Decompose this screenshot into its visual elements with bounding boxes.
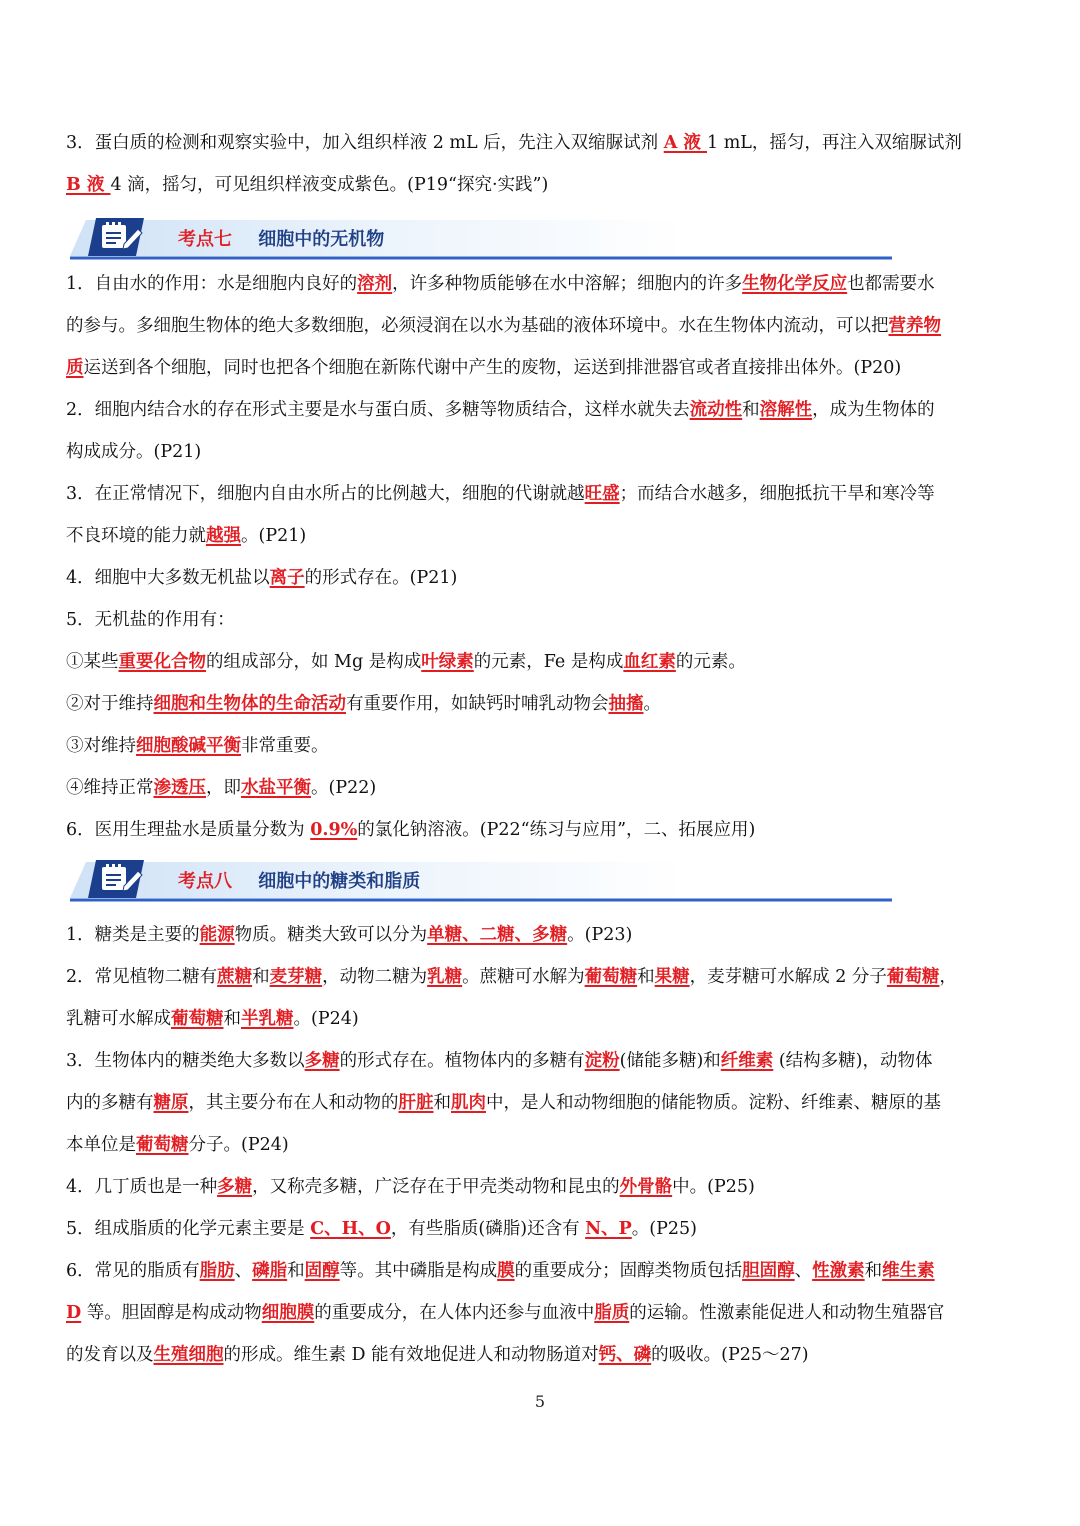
section-8-body [66, 914, 1016, 1376]
text-line [66, 998, 1016, 1040]
text-run: ，麦芽糖可水解成 2 分子 [689, 967, 887, 987]
text-run: 构成成分。(P21) [66, 442, 202, 462]
highlighted-term: 生物化学反应 [742, 274, 848, 294]
text-run: 和 [742, 400, 760, 420]
text-run: 物质。糖类大致可以分为 [234, 925, 428, 945]
highlighted-term: 细胞和生物体的生命活动 [153, 694, 346, 714]
section-code: 考点八 [178, 871, 232, 892]
highlighted-term: 葡萄糖 [886, 967, 940, 987]
text-line [66, 725, 1016, 767]
text-run: ， [939, 967, 957, 987]
text-line [66, 767, 1016, 809]
text-run: 的形成。维生素 D 能有效地促进人和动物肠道对 [223, 1345, 599, 1365]
text-run: ④维持正常 [66, 778, 154, 798]
text-line [66, 1166, 1016, 1208]
highlighted-term: 蔗糖 [217, 967, 253, 987]
highlighted-term: 脂肪 [199, 1261, 235, 1281]
text-run: 的元素。 [675, 652, 746, 672]
text-run: 5．组成脂质的化学元素主要是 [66, 1219, 311, 1239]
text-run: 等。胆固醇是构成动物 [81, 1303, 262, 1323]
text-run: 1 mL，摇匀，再注入双缩脲试剂 [707, 133, 962, 153]
text-run: ①某些 [66, 652, 119, 672]
text-run: ；而结合水越多，细胞抵抗干旱和寒冷等 [619, 484, 935, 504]
text-line [66, 164, 1016, 206]
text-line [66, 1250, 1016, 1292]
text-run: 有重要作用，如缺钙时哺乳动物会 [346, 694, 609, 714]
text-run: 运送到各个细胞，同时也把各个细胞在新陈代谢中产生的废物，运送到排泄器官或者直接排出体外。(P20) [83, 358, 902, 378]
text-run: 2．细胞内结合水的存在形式主要是水与蛋白质、多糖等物质结合，这样水就失去 [66, 400, 690, 420]
text-run: 的形式存在。植物体内的多糖有 [339, 1051, 585, 1071]
highlighted-term: 胆固醇 [742, 1261, 795, 1281]
section-name: 细胞中的糖类和脂质 [258, 871, 421, 892]
highlighted-term: 维生素 [882, 1261, 935, 1281]
section-name: 细胞中的无机物 [258, 229, 385, 250]
text-line [66, 557, 1016, 599]
text-run: 和 [223, 1009, 241, 1029]
text-run: 3．在正常情况下，细胞内自由水所占的比例越大，细胞的代谢就越 [66, 484, 585, 504]
highlighted-term: 葡萄糖 [136, 1135, 189, 1155]
highlighted-term: 能源 [199, 925, 235, 945]
highlighted-term: 葡萄糖 [171, 1009, 224, 1029]
highlighted-term: 溶解性 [759, 400, 813, 420]
highlighted-term: 渗透压 [153, 778, 206, 798]
highlighted-term: 固醇 [304, 1261, 340, 1281]
highlighted-term: 多糖 [304, 1051, 340, 1071]
highlighted-term: 半乳糖 [241, 1009, 294, 1029]
text-line [66, 473, 1016, 515]
highlighted-term: 质 [66, 358, 84, 378]
text-line [66, 515, 1016, 557]
text-run: 和 [433, 1093, 451, 1113]
highlighted-term: 乳糖 [427, 967, 463, 987]
highlighted-term: 糖原 [153, 1093, 189, 1113]
text-run: 。(P24) [293, 1009, 359, 1029]
text-run: 的吸收。(P25～27) [651, 1345, 809, 1365]
text-run: ，成为生物体的 [812, 400, 935, 420]
text-run: 不良环境的能力就 [66, 526, 206, 546]
text-line [66, 1334, 1016, 1376]
text-run: 的元素，Fe 是构成 [473, 652, 624, 672]
highlighted-term: 淀粉 [584, 1051, 620, 1071]
text-run: 。(P23) [567, 925, 633, 945]
highlighted-term: 膜 [497, 1261, 515, 1281]
text-run: 的发育以及 [66, 1345, 154, 1365]
text-line [66, 431, 1016, 473]
text-run: 乳糖可水解成 [66, 1009, 171, 1029]
text-run: 。(P22) [311, 778, 377, 798]
text-run: 4．几丁质也是一种 [66, 1177, 218, 1197]
text-run: 。(P21) [241, 526, 307, 546]
highlighted-term: 多糖 [217, 1177, 253, 1197]
highlighted-term: 水盐平衡 [241, 778, 311, 798]
text-run: 内的多糖有 [66, 1093, 154, 1113]
text-line [66, 122, 1016, 164]
text-line [66, 1040, 1016, 1082]
text-run: 1．糖类是主要的 [66, 925, 200, 945]
text-run: 4．细胞中大多数无机盐以 [66, 568, 270, 588]
section-7-body [66, 263, 1016, 851]
text-run: 4 滴，摇匀，可见组织样液变成紫色。(P19“探究·实践”) [110, 175, 549, 195]
text-run: 也都需要水 [847, 274, 935, 294]
highlighted-term: 磷脂 [252, 1261, 288, 1281]
text-run: 非常重要。 [241, 736, 329, 756]
text-run: ，有些脂质(磷脂)还含有 [390, 1219, 586, 1239]
text-run: 1．自由水的作用：水是细胞内良好的 [66, 274, 358, 294]
section-code: 考点七 [178, 229, 232, 250]
text-run: ，又称壳多糖，广泛存在于甲壳类动物和昆虫的 [252, 1177, 620, 1197]
highlighted-term: A 液 [663, 133, 707, 153]
text-line [66, 347, 1016, 389]
text-line [66, 914, 1016, 956]
text-line [66, 641, 1016, 683]
highlighted-term: 营养物 [888, 316, 941, 336]
text-run: 中，是人和动物细胞的储能物质。淀粉、纤维素、糖原的基 [486, 1093, 941, 1113]
text-run: ，许多种物质能够在水中溶解；细胞内的许多 [392, 274, 743, 294]
highlighted-term: 单糖、二糖、多糖 [427, 925, 568, 945]
text-run: 的运输。性激素能促进人和动物生殖器官 [629, 1303, 945, 1323]
highlighted-term: 0.9% [310, 820, 358, 840]
text-run: 、 [234, 1261, 253, 1281]
text-run: 6．常见的脂质有 [66, 1261, 200, 1281]
text-line [66, 683, 1016, 725]
text-run: 的重要成分，在人体内还参与血液中 [314, 1303, 595, 1323]
text-line [66, 263, 1016, 305]
highlighted-term: 旺盛 [584, 484, 620, 504]
text-run: 的氯化钠溶液。(P22“练习与应用”，二、拓展应用) [357, 820, 756, 840]
text-line [66, 389, 1016, 431]
highlighted-term: D [66, 1303, 82, 1323]
highlighted-term: 抽搐 [608, 694, 644, 714]
text-run: 和 [252, 967, 270, 987]
highlighted-term: 钙、磷 [598, 1345, 652, 1365]
text-run: 本单位是 [66, 1135, 136, 1155]
text-run: 和 [864, 1261, 883, 1281]
section-title-8 [178, 867, 420, 893]
highlighted-term: 离子 [269, 568, 305, 588]
highlighted-term: 重要化合物 [118, 652, 206, 672]
text-run: 的参与。多细胞生物体的绝大多数细胞，必须浸润在以水为基础的液体环境中。水在生物体内流动，可以把 [66, 316, 889, 336]
text-run: 2．常见植物二糖有 [66, 967, 218, 987]
text-run: ，动物二糖为 [322, 967, 428, 987]
highlighted-term: 越强 [206, 526, 241, 546]
highlighted-term: 血红素 [623, 652, 676, 672]
text-line [66, 1082, 1016, 1124]
text-run: 的形式存在。(P21) [304, 568, 458, 588]
text-run: ②对于维持 [66, 694, 154, 714]
text-run: 。蔗糖可水解为 [462, 967, 585, 987]
text-run: 的组成部分，如 Mg 是构成 [206, 652, 422, 672]
text-run: 3．生物体内的糖类绝大多数以 [66, 1051, 305, 1071]
section-title-7 [178, 225, 384, 251]
highlighted-term: 果糖 [654, 967, 690, 987]
highlighted-term: 流动性 [689, 400, 743, 420]
highlighted-term: 肌肉 [451, 1093, 486, 1113]
text-line [66, 1124, 1016, 1166]
highlighted-term: 麦芽糖 [269, 967, 323, 987]
text-run: 等。其中磷脂是构成 [339, 1261, 498, 1281]
highlighted-term: 溶剂 [357, 274, 393, 294]
highlighted-term: 细胞酸碱平衡 [136, 736, 241, 756]
text-run: 。 [643, 694, 661, 714]
text-line [66, 956, 1016, 998]
highlighted-term: 生殖细胞 [153, 1345, 224, 1365]
text-line [66, 1208, 1016, 1250]
text-line [66, 1292, 1016, 1334]
text-run: 和 [287, 1261, 305, 1281]
text-line [66, 809, 1016, 851]
highlighted-term: 葡萄糖 [584, 967, 638, 987]
text-run: 5．无机盐的作用有： [66, 610, 235, 630]
text-run: 、 [794, 1261, 813, 1281]
highlighted-term: B 液 [66, 175, 111, 195]
highlighted-term: 叶绿素 [421, 652, 474, 672]
text-run: ，其主要分布在人和动物的 [188, 1093, 399, 1113]
highlighted-term: 细胞膜 [261, 1303, 315, 1323]
text-run: 6．医用生理盐水是质量分数为 [66, 820, 311, 840]
section-header-8 [66, 856, 892, 906]
text-run: ③对维持 [66, 736, 136, 756]
text-run: 和 [637, 967, 655, 987]
highlighted-term: 纤维素 [720, 1051, 774, 1071]
intro-block [66, 122, 1016, 206]
text-run: 中。(P25) [672, 1177, 755, 1197]
text-run: ，即 [206, 778, 241, 798]
highlighted-term: C、H、O [310, 1219, 391, 1239]
text-line [66, 305, 1016, 347]
text-run: (储能多糖)和 [619, 1051, 721, 1071]
text-run: 。(P25) [631, 1219, 697, 1239]
text-line [66, 599, 1016, 641]
page-number: 5 [534, 1392, 546, 1411]
highlighted-term: 脂质 [594, 1303, 630, 1323]
text-run: 分子。(P24) [188, 1135, 289, 1155]
text-run: 3．蛋白质的检测和观察实验中，加入组织样液 2 mL 后，先注入双缩脲试剂 [66, 133, 664, 153]
text-run: 的重要成分；固醇类物质包括 [514, 1261, 743, 1281]
section-header-7 [66, 214, 892, 264]
highlighted-term: 性激素 [812, 1261, 865, 1281]
highlighted-term: 肝脏 [398, 1093, 434, 1113]
highlighted-term: N、P [585, 1219, 632, 1239]
highlighted-term: 外骨骼 [619, 1177, 673, 1197]
text-run: (结构多糖)，动物体 [773, 1051, 933, 1071]
